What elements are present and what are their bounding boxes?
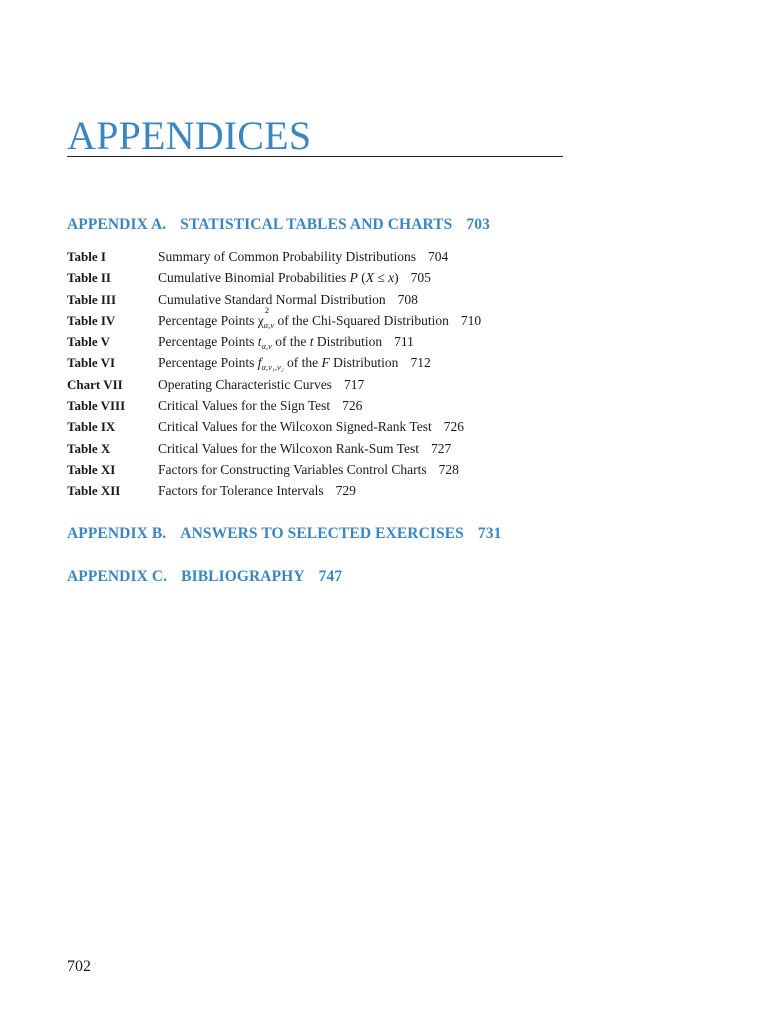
- appendix-a-label: APPENDIX A.: [67, 216, 167, 233]
- toc-entry-table-iii: [67, 289, 481, 310]
- toc-entry-label: Table XII: [67, 483, 121, 499]
- toc-entry-title: Operating Characteristic Curves: [158, 376, 332, 392]
- toc-entry-table-v: [67, 331, 481, 352]
- toc-entry-label: Table VI: [67, 355, 116, 371]
- toc-entry-table-i: [67, 246, 481, 267]
- toc-entry-page: 710: [460, 312, 482, 328]
- toc-entry-label: Table V: [67, 334, 110, 350]
- toc-entry-page: 712: [410, 355, 431, 371]
- toc-entry-title: Factors for Tolerance Intervals: [158, 483, 324, 499]
- appendix-a-page: 703: [466, 216, 490, 233]
- toc-entry-table-xi: [67, 459, 481, 480]
- toc-entry-table-iv: [67, 304, 482, 331]
- toc-entry-label: Table III: [67, 291, 117, 307]
- appendix-c-page: 747: [318, 568, 343, 585]
- toc-entry-page: 704: [428, 249, 449, 264]
- toc-entry-chart-vii: [67, 374, 481, 395]
- toc-entry-label: Table IV: [67, 312, 116, 328]
- toc-entry-page: 717: [343, 376, 365, 392]
- f-symbol: f: [257, 355, 262, 371]
- appendix-a-name: STATISTICAL TABLES AND CHARTS: [180, 216, 453, 233]
- toc-entry-page: 729: [335, 483, 356, 499]
- toc-entry-page: 726: [342, 398, 363, 414]
- toc-entry-table-x: [67, 438, 481, 459]
- t-symbol: t: [257, 334, 262, 350]
- appendix-c-heading: [67, 567, 342, 587]
- toc-entry-page: 708: [397, 291, 418, 307]
- toc-entry-title: Factors for Constructing Variables Control Charts: [158, 461, 427, 477]
- toc-entry-title: Critical Values for the Wilcoxon Signed-Rank Test: [158, 419, 432, 435]
- toc-entry-page: 705: [410, 270, 431, 286]
- toc-entry-label: Table IX: [67, 419, 116, 435]
- toc-entry-page: 711: [394, 334, 414, 350]
- toc-entry-title: Percentage Points $f_{\alpha,\nu_1,\nu_2}$ of the F Distribution: [158, 355, 399, 373]
- toc-entry-label: Table II: [67, 270, 111, 286]
- page-number: 702: [67, 958, 91, 975]
- toc-entry-title: Critical Values for the Wilcoxon Rank-Sum Test: [158, 440, 419, 456]
- toc-entry-title: Percentage Points $t_{\alpha,\nu}$ of the t Distribution: [158, 334, 383, 352]
- appendix-b-label: APPENDIX B.: [67, 525, 167, 542]
- appendix-a-entries: [67, 246, 481, 502]
- toc-entry-title: Cumulative Standard Normal Distribution: [158, 291, 386, 307]
- toc-entry-table-vi: [67, 352, 481, 373]
- toc-entry-page: 726: [443, 419, 464, 435]
- toc-entry-table-viii: [67, 395, 481, 416]
- appendix-a-heading: [67, 215, 490, 235]
- toc-entry-title: Critical Values for the Sign Test: [158, 398, 331, 414]
- toc-entry-table-ix: [67, 416, 481, 437]
- toc-entry-label: Table I: [67, 249, 106, 264]
- toc-entry-table-ii: [67, 267, 481, 288]
- toc-entry-page: 728: [438, 461, 459, 477]
- toc-entry-label: Table XI: [67, 461, 116, 477]
- title-rule: [67, 156, 563, 157]
- appendix-b-heading: [67, 524, 501, 544]
- appendix-b-name: ANSWERS TO SELECTED EXERCISES: [180, 525, 464, 542]
- toc-entry-title: Percentage Points χ 2 $_{\alpha,\nu}$ of the Chi-Squared Distribution: [158, 310, 449, 336]
- toc-entry-label: Chart VII: [67, 376, 123, 392]
- toc-entry-label: Table VIII: [67, 398, 126, 414]
- chi-squared-symbol: χ 2 $_{\alpha,\nu}$: [257, 304, 275, 330]
- toc-entry-label: Table X: [67, 440, 111, 456]
- toc-entry-title: Cumulative Binomial Probabilities P (X ≤ x): [158, 270, 399, 286]
- appendix-c-name: BIBLIOGRAPHY: [181, 568, 305, 585]
- appendix-c-label: APPENDIX C.: [67, 568, 168, 585]
- appendix-b-page: 731: [477, 525, 502, 542]
- toc-entry-title: Summary of Common Probability Distributions: [158, 249, 417, 264]
- toc-entry-table-xii: [67, 480, 481, 501]
- toc-entry-page: 727: [430, 440, 452, 456]
- page-title: APPENDICES: [67, 113, 312, 158]
